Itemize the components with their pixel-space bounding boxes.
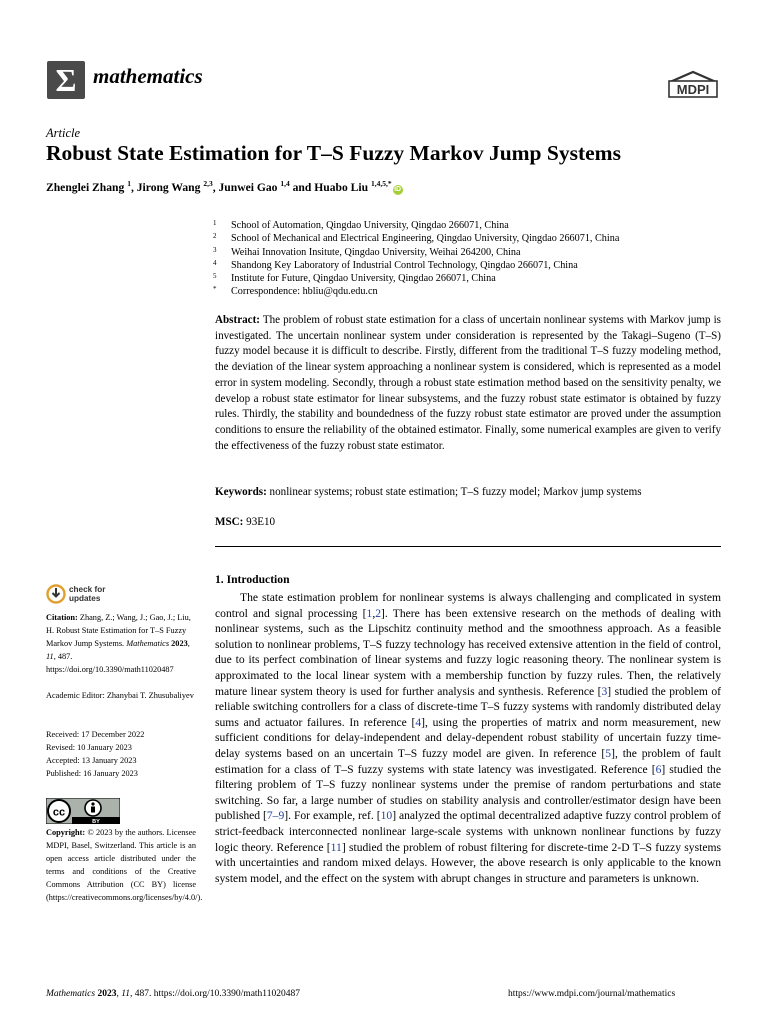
paragraph-text: ]. There has been extensive research on the methods of dealing with nonlinear systems, such as the Lipschitz continuity method and the smoothness approach. As a feasible solution to nonlinear problems, T–S fuzzy technology has received extensive attention in the field of control, due to its perfect combination of linear systems and fuzzy logic reasoning theory. The nonlinear system is approximated to the local linear system with a membership function by fuzzy rules. Then, the relatively mature linear system theory is used for further analysis and synthesis. Reference [ xyxy=(215,606,722,698)
reference-link[interactable]: 2 xyxy=(375,606,382,620)
reference-link[interactable]: 6 xyxy=(655,762,662,776)
reference-link[interactable]: 10 xyxy=(380,809,393,823)
check-for-updates-button[interactable]: check for updates xyxy=(46,584,105,604)
publication-dates xyxy=(46,728,196,780)
reference-link[interactable]: 7–9 xyxy=(266,809,285,823)
paragraph-text: ] studied the problem of reliable switching controllers for a class of discrete-time T–S fuzzy systems with randomly distributed delay sums and actuator failures. In reference [ xyxy=(215,684,722,729)
paragraph-text: ], using the properties of matrix and norm measurement, new sufficient conditions for delay-independent and delay-dependent robust stability of uncertain fuzzy time-delay systems based on an uncertain T–S fuzzy model are given. In reference [ xyxy=(215,715,721,760)
affiliation-text: Shandong Key Laboratory of Industrial Control Technology, Qingdao 266071, China xyxy=(231,259,578,271)
date-accepted: Accepted: 13 January 2023 xyxy=(46,756,137,765)
date-revised: Revised: 10 January 2023 xyxy=(46,743,132,752)
paragraph-text: The state estimation problem for nonlinear systems is always challenging and complicated in system control and signal processing [ xyxy=(215,591,721,620)
svg-text:BY: BY xyxy=(92,819,100,824)
cc-by-license-icon[interactable] xyxy=(46,798,120,824)
reference-link[interactable]: 5 xyxy=(605,746,612,760)
page-title: Robust State Estimation for T–S Fuzzy Markov Jump Systems xyxy=(46,141,621,165)
affiliation-item xyxy=(213,272,619,285)
citation-block: Citation: Zhang, Z.; Wang, J.; Gao, J.; Liu, H. Robust State Estimation for T–S Fuzzy Markov Jump Systems. Mathematics 2023, 11, 487. https://doi.org/10.3390/math11020487 xyxy=(46,613,191,674)
date-published: Published: 16 January 2023 xyxy=(46,769,138,778)
reference-link[interactable]: 1 xyxy=(366,606,373,620)
reference-link[interactable]: 11 xyxy=(330,840,342,854)
svg-text:cc: cc xyxy=(52,806,66,819)
section-heading: 1. Introduction xyxy=(215,573,290,586)
paragraph-text: ] analyzed the optimal decentralized adaptive fuzzy control problem of strict-feedback interconnected nonlinear large-scale systems with unknown nonlinear functions by fuzzy logic theory. Reference [ xyxy=(215,809,722,854)
introduction-paragraph xyxy=(215,590,721,886)
paragraph-text: ] studied the filtering problem of T–S fuzzy nonlinear systems under the premise of random perturbations and state switching. So far, a large number of studies on stability analysis and controller/estimator design have been published [ xyxy=(215,762,721,823)
author-affiliation-sup: 1 xyxy=(127,179,131,188)
affiliation-text: Institute for Future, Qingdao University, Qingdao 266071, China xyxy=(231,273,496,285)
keywords: Keywords: nonlinear systems; robust state estimation; T–S fuzzy model; Markov jump systems xyxy=(215,486,642,498)
journal-logo-icon: Σ xyxy=(47,61,85,99)
abstract: Abstract: The problem of robust state estimation for a class of uncertain nonlinear systems with Markov jump is investigated. The uncertain nonlinear system under consideration is represented by the Takagi–Sugeno (T–S) fuzzy model because it is difficult to describe. Firstly, different from the traditional T–S fuzzy modeling method, the deviation of the linear system approaching a nonlinear system is considered, which is represented as a model error in system modeling. Secondly, through a robust state estimation method based on the sensitivity penalty, we develop a robust state estimator for linear subsystems, and the fuzzy robust state estimator is obtained by fuzzy rules. Thirdly, the stability and boundedness of the fuzzy robust state estimator are proved under the assumption conditions to ensure the reliability of the obtained estimator. Finally, some numerical examples are given to verify the effectiveness of the fuzzy robust state estimator. xyxy=(215,314,721,452)
mdpi-logo-icon xyxy=(666,70,720,98)
footer-journal-link[interactable]: https://www.mdpi.com/journal/mathematics xyxy=(508,989,676,999)
paragraph-text: , xyxy=(372,606,376,620)
article-type: Article xyxy=(46,126,81,140)
author-affiliation-sup: 1,4,5,* xyxy=(370,179,392,188)
affiliation-text: School of Mechanical and Electrical Engineering, Qingdao University, Qingdao 266071, China xyxy=(231,233,620,245)
reference-link[interactable]: 3 xyxy=(601,684,608,698)
check-updates-icon xyxy=(46,584,66,604)
paragraph-text: ], the problem of fault estimation for a class of T–S fuzzy systems with state latency was investigated. Reference [ xyxy=(215,746,721,776)
svg-text:MDPI: MDPI xyxy=(676,82,710,97)
affiliation-number: * xyxy=(213,285,217,294)
author-affiliation-sup: 1,4 xyxy=(280,179,290,188)
author-affiliation-sup: 2,3 xyxy=(203,179,213,188)
author-name: Zhenglei Zhang xyxy=(46,180,125,194)
affiliation-number: 5 xyxy=(213,272,217,281)
affiliation-item xyxy=(213,219,619,232)
copyright-notice: Copyright: © 2023 by the authors. Licensee MDPI, Basel, Switzerland. This article is an open access article distributed under the terms and conditions of the Creative Commons Attribution (CC BY) license (https://creativecommons.org/licenses/by/4.0/). xyxy=(46,828,203,902)
paragraph-text: ]. For example, ref. [ xyxy=(284,809,381,823)
affiliation-number: 3 xyxy=(213,245,217,254)
author-name: Jirong Wang xyxy=(136,180,201,194)
affiliation-item xyxy=(213,259,619,272)
reference-link[interactable]: 4 xyxy=(415,715,422,729)
author-name: Huabo Liu xyxy=(314,180,369,194)
section-divider xyxy=(215,546,721,547)
affiliation-list xyxy=(213,219,619,299)
affiliation-text: School of Automation, Qingdao University, Qingdao 266071, China xyxy=(231,220,509,231)
paragraph-text: ] studied the problem of robust filtering for discrete-time 2-D T–S fuzzy systems with uncertainties and random mixed delays. However, the above research is only applicable to the known system model, and the effect on the system with abrupt changes in structure and parameters is unknown. xyxy=(215,840,721,885)
affiliation-item xyxy=(213,246,619,259)
academic-editor: Academic Editor: Zhanybai T. Zhusubaliyev xyxy=(46,691,194,700)
affiliation-text: Correspondence: hbliu@qdu.edu.cn xyxy=(231,286,378,298)
msc-code: MSC: 93E10 xyxy=(215,516,276,528)
affiliation-number: 2 xyxy=(213,232,217,241)
author-list: Zhenglei Zhang $^1$, Jirong Wang $^{2,3}$, Junwei Gao $^{1,4}$ and Huabo Liu $^{1,4,5,*}$iD xyxy=(46,179,402,194)
author-name: Junwei Gao xyxy=(218,180,278,194)
footer-citation: Mathematics 2023, 11, 487. https://doi.org/10.3390/math11020487 xyxy=(46,989,300,999)
affiliation-number: 4 xyxy=(213,258,217,267)
journal-name: mathematics xyxy=(93,64,203,88)
affiliation-item xyxy=(213,285,619,298)
affiliation-item xyxy=(213,232,619,245)
affiliation-text: Weihai Innovation Insitute, Qingdao University, Weihai 264200, China xyxy=(231,246,521,258)
affiliation-number: 1 xyxy=(213,219,217,227)
date-received: Received: 17 December 2022 xyxy=(46,730,145,739)
orcid-icon[interactable]: iD xyxy=(394,185,402,193)
